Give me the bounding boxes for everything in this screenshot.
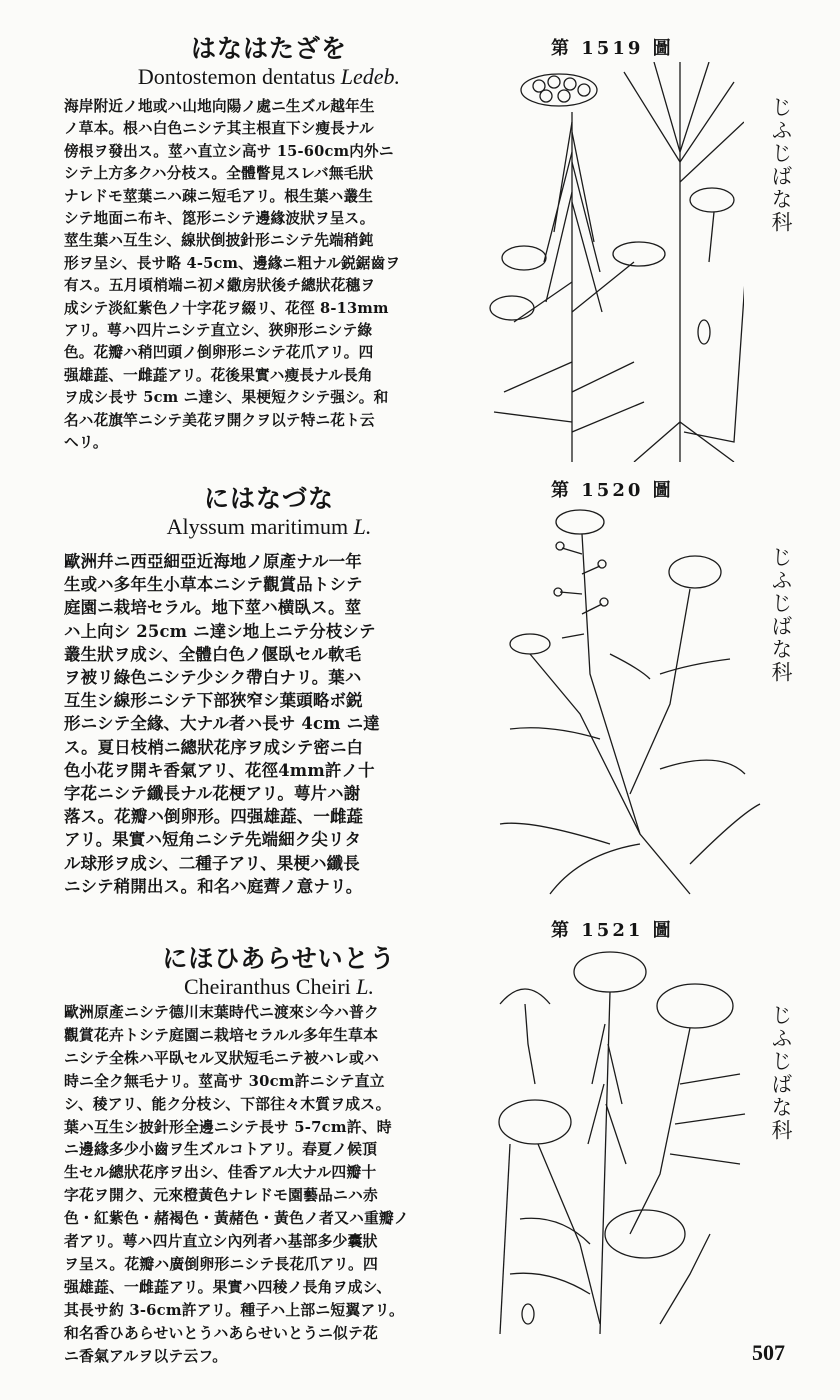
plant-illustration-1521 — [480, 944, 760, 1334]
scientific-name: Alyssum maritimum L. — [166, 514, 372, 539]
description: 歐洲幷ニ西亞細亞近海地ノ原產ナル一年 生或ハ多年生小草本ニシテ觀賞品トシテ 庭園ニ栽培セラル。地下莖ハ横臥ス。莖 ハ上向シ 25cm ニ達シ地上ニテ分枝シテ 叢生狀ヲ成シ、全體白色ノ偃臥セル軟毛 ヲ被リ綠色ニシテ少シク帶白ナリ。葉ハ 互生シ線形ニシテ下部狹窄シ葉頭略ボ鋭 形ニシテ全緣、大ナル者ハ長サ 4cm ニ達 ス。夏日枝梢ニ總狀花序ヲ成シテ密ニ白 色小花ヲ開キ香氣アリ、花徑4mm許ノ十 字花ニシテ纖長ナル花梗アリ。萼片ハ謝 落ス。花瓣ハ倒卵形。四强雄蕋、一雌蕋 アリ。果實ハ短角ニシテ先端細ク尖リタ ル球形ヲ成シ、二種子アリ、果梗ハ纖長 ニシテ稍開出ス。和名ハ庭薺ノ意ナリ。 — [64, 552, 380, 896]
scientific-name: Cheiranthus Cheiri L. — [183, 974, 375, 999]
family-label: じふじばな科 — [769, 1004, 793, 1142]
entry-1520 — [64, 484, 474, 898]
description: 歐洲原產ニシテ德川末葉時代ニ渡來シ今ハ普ク 觀賞花卉トシテ庭園ニ栽培セラルル多年生草本 ニシテ全株ハ平臥セル叉狀短毛ニテ被ハレ或ハ 時ニ全ク無毛ナリ。莖高サ 30cm許ニシテ直立 シ、稜アリ、能ク分枝シ、下部往々木質ヲ成ス。 葉ハ互生シ披針形全邊ニシテ長サ 5-7cm許、時 ニ邊緣多少小齒ヲ生ズルコトアリ。春夏ノ候頂 生セル總狀花序ヲ出シ、佳香アル大ナル四瓣十 字花ヲ開ク、元來橙黃色ナレドモ園藝品ニハ赤 色・紅紫色・赭褐色・黃赭色・黃色ノ者又ハ重瓣ノ 者アリ。萼ハ四片直立シ內列者ハ基部多少囊狀 ヲ呈ス。花瓣ハ廣倒卵形ニシテ長花爪アリ。四 强雄蕋、一雌蕋アリ。果實ハ四稜ノ長角ヲ成シ、 其長サ約 3-6cm許アリ。種子ハ上部ニ短翼アリ。 和名香ひあらせいとうハあらせいとうニ似テ花 ニ香氣アルヲ以テ云フ。 — [64, 1004, 409, 1365]
figure-label: 第 1520 圖 — [551, 480, 674, 501]
entry-1521 — [64, 944, 494, 1369]
japanese-name: にほひあらせいとう — [162, 944, 396, 973]
page-number: 507 — [752, 1340, 785, 1365]
plant-illustration-1520 — [490, 504, 770, 898]
figure-label: 第 1521 圖 — [551, 920, 674, 941]
entry-1519 — [64, 34, 474, 455]
japanese-name: はなはたざを — [190, 34, 347, 63]
scientific-name: Dontostemon dentatus Ledeb. — [137, 64, 401, 89]
family-label: じふじばな科 — [769, 96, 793, 234]
figure-label: 第 1519 圖 — [551, 38, 674, 59]
description: 海岸附近ノ地或ハ山地向陽ノ處ニ生ズル越年生 ノ草本。根ハ白色ニシテ其主根直下シ瘦長ナル 傍根ヲ發出ス。莖ハ直立シ高サ 15-60cm内外ニ シテ上方多クハ分枝ス。全體瞥見スレバ無毛狀 ナレドモ莖葉ニハ疎ニ短毛アリ。根生葉ハ叢生 シテ地面ニ布キ、箆形ニシテ邊緣波狀ヲ呈ス。 莖生葉ハ互生シ、線狀倒披針形ニシテ先端稍鈍 形ヲ呈シ、長サ略 4-5cm、邊緣ニ粗ナル鋭鋸齒ヲ 有ス。五月頃梢端ニ初メ繖房狀後チ總狀花穗ヲ 成シテ淡紅紫色ノ十字花ヲ綴リ、花徑 8-13mm アリ。萼ハ四片ニシテ直立シ、狹卵形ニシテ綠 色。花瓣ハ稍凹頭ノ倒卵形ニシテ花爪アリ。四 强雄蕋、一雌蕋アリ。花後果實ハ瘦長ナル長角 ヲ成シ長サ 5cm ニ達シ、果梗短クシテ强シ。和 名ハ花旗竿ニシテ美花ヲ開クヲ以テ特ニ花ト云 ヘリ。 — [64, 98, 401, 452]
plant-illustration-1519 — [484, 62, 744, 462]
family-label: じふじばな科 — [769, 546, 793, 684]
japanese-name: にはなづな — [203, 484, 334, 513]
